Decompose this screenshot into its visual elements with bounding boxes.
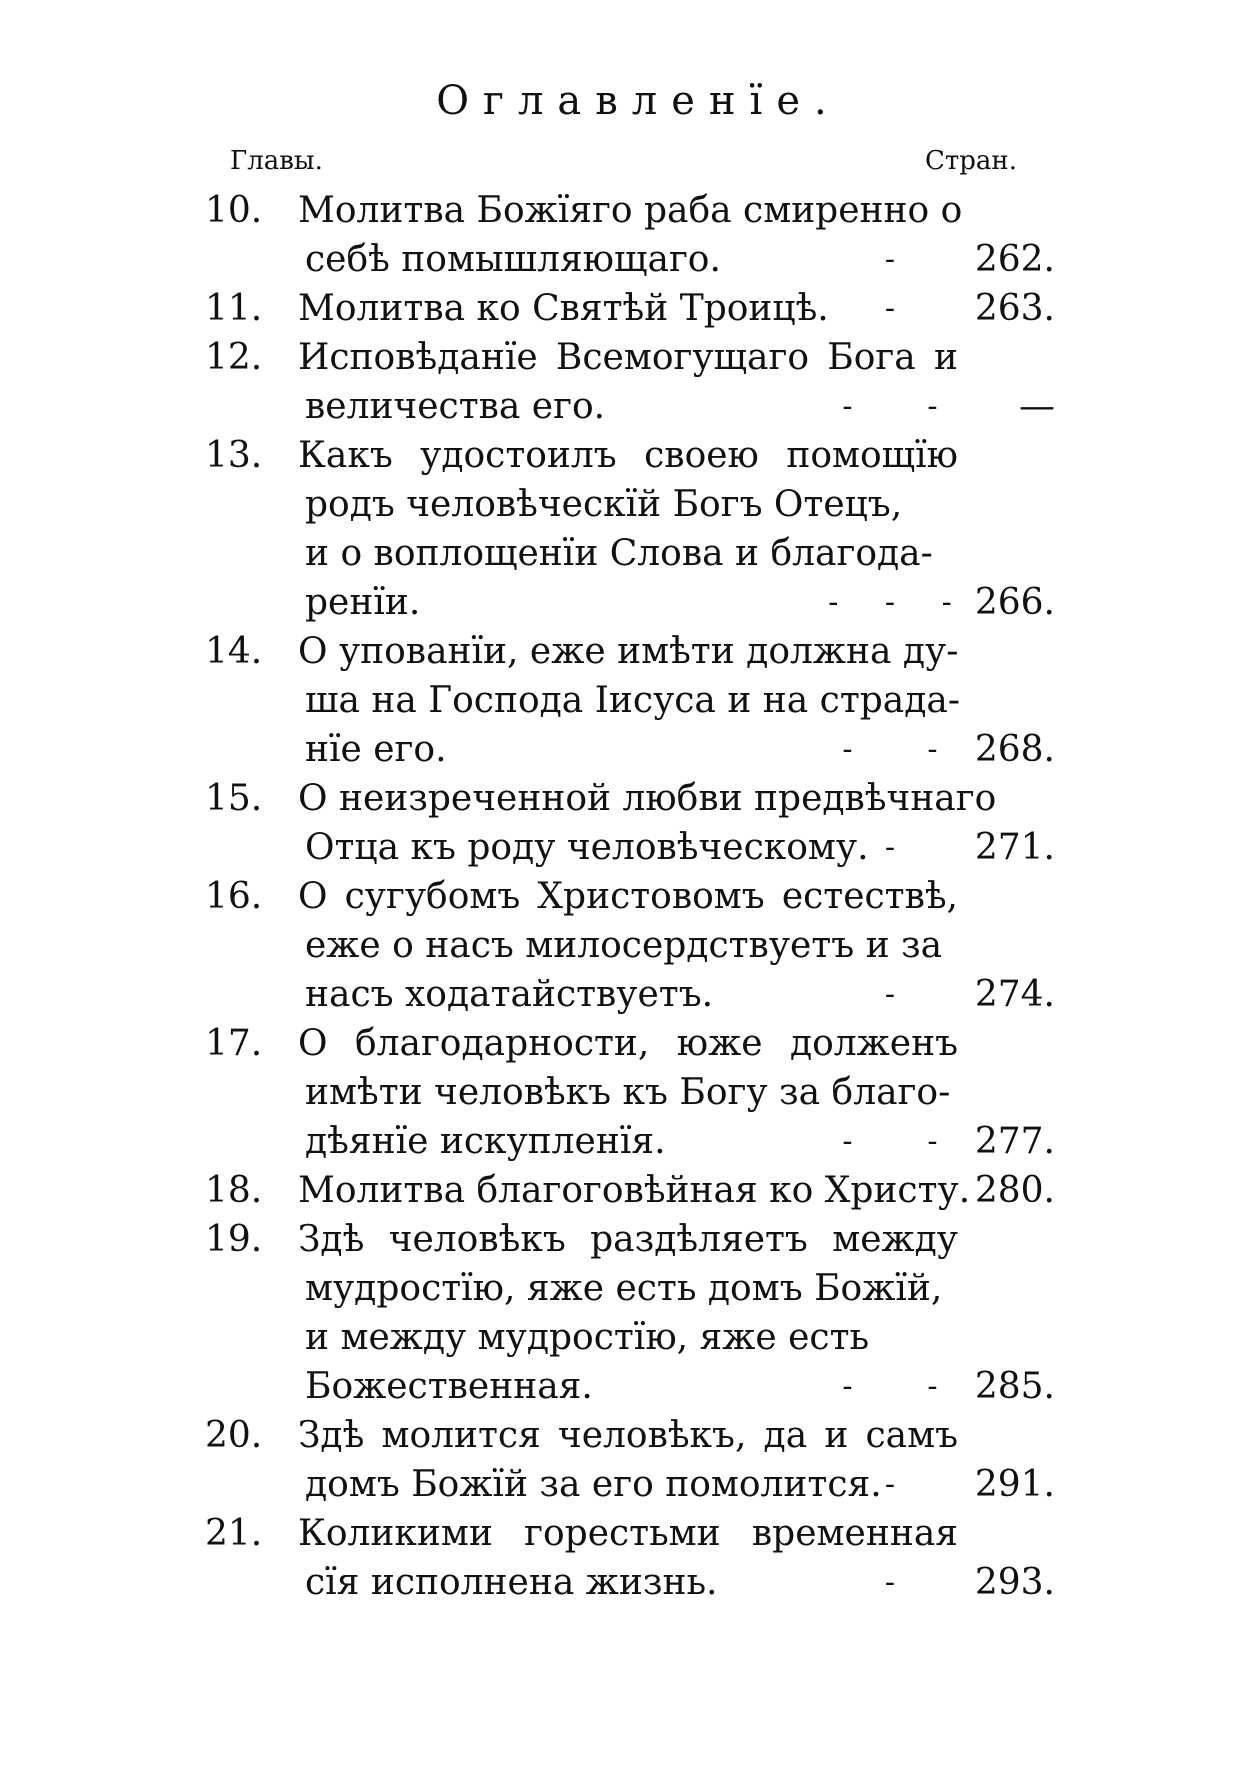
toc-entry-line [205, 431, 1055, 480]
chapter-title-line: Коликими горестьми временная [298, 1513, 958, 1554]
toc-entry[interactable] [205, 1509, 1055, 1607]
toc-entry-line [205, 529, 1055, 578]
toc-entry-line [205, 1509, 1055, 1558]
toc-entry[interactable] [205, 1019, 1055, 1166]
chapter-number: 15. [205, 778, 263, 819]
chapter-title-line: ренïи. [305, 582, 421, 623]
toc-entry-line [205, 1215, 1055, 1264]
chapter-number: 16. [205, 876, 263, 917]
toc-entry-line [205, 774, 1055, 823]
page-number: 266. [974, 582, 1055, 623]
leader-dashes: - - [842, 1369, 938, 1404]
chapter-title-line: дѣянïе искупленïя. [305, 1121, 666, 1162]
page-number: 293. [974, 1562, 1055, 1603]
toc-entry-line [205, 333, 1055, 382]
leader-dashes: - - [842, 389, 938, 424]
page-number: 277. [974, 1121, 1055, 1162]
chapter-title-line: Отца къ роду человѣческому. [305, 827, 869, 868]
leader-dashes: - - [842, 1124, 938, 1159]
table-of-contents [205, 186, 1055, 1607]
leader-dashes: - - [842, 732, 938, 767]
chapter-title-line: Молитва Божïяго раба смиренно о [298, 190, 963, 231]
page-number: 280. [974, 1170, 1055, 1211]
toc-entry-line [205, 186, 1055, 235]
leader-dashes: - [884, 1467, 896, 1502]
chapter-number: 14. [205, 631, 263, 672]
page-number: 274. [974, 974, 1055, 1015]
toc-entry-line [205, 872, 1055, 921]
chapter-title-line: О упованïи, еже имѣти должна ду- [298, 631, 959, 672]
toc-entry-line [205, 627, 1055, 676]
toc-entry-line [205, 1019, 1055, 1068]
chapter-title-line: Здѣ человѣкъ раздѣляетъ между [298, 1219, 958, 1260]
toc-entry-line [205, 676, 1055, 725]
chapter-title-line: домъ Божïй за его помолится. [305, 1464, 882, 1505]
chapter-title-line: ша на Господа Iисуса и на страда- [305, 680, 961, 721]
toc-entry-line [205, 1460, 1055, 1509]
chapter-number: 20. [205, 1415, 263, 1456]
chapter-title-line: Молитва благоговѣйная ко Христу. [298, 1170, 971, 1211]
toc-entry-line [205, 1264, 1055, 1313]
chapter-title-line: еже о насъ милосердствуетъ и за [305, 925, 943, 966]
chapter-title-line: Исповѣданïе Всемогущаго Бога и [298, 337, 958, 378]
toc-entry[interactable] [205, 1215, 1055, 1411]
page-number: 271. [974, 827, 1055, 868]
chapter-title-line: Здѣ молится человѣкъ, да и самъ [298, 1415, 958, 1456]
toc-entry[interactable] [205, 333, 1055, 431]
toc-entry[interactable] [205, 1411, 1055, 1509]
page-number: — [1019, 386, 1055, 427]
toc-entry-line [205, 1068, 1055, 1117]
chapter-title-line: величества его. [305, 386, 606, 427]
chapter-number: 12. [205, 337, 263, 378]
leader-dashes: - - - [828, 585, 952, 620]
toc-entry-line [205, 284, 1055, 333]
chapter-number: 21. [205, 1513, 263, 1554]
page-number: 285. [974, 1366, 1055, 1407]
leader-dashes: - [884, 1565, 896, 1600]
toc-entry-line [205, 921, 1055, 970]
chapter-number: 11. [205, 288, 263, 329]
toc-entry-line [205, 578, 1055, 627]
chapters-column-header: Главы. [230, 146, 323, 176]
chapter-number: 19. [205, 1219, 263, 1260]
page-number: 268. [974, 729, 1055, 770]
toc-entry[interactable] [205, 284, 1055, 333]
chapter-title-line: нïе его. [305, 729, 447, 770]
toc-entry-line [205, 823, 1055, 872]
chapter-title-line: мудростïю, яже есть домъ Божïй, [305, 1268, 943, 1309]
toc-entry[interactable] [205, 186, 1055, 284]
toc-entry-line [205, 1117, 1055, 1166]
chapter-number: 18. [205, 1170, 263, 1211]
chapter-number: 10. [205, 190, 263, 231]
toc-entry-line [205, 1166, 1055, 1215]
toc-entry[interactable] [205, 431, 1055, 627]
pages-column-header: Стран. [925, 146, 1018, 176]
toc-entry-line [205, 725, 1055, 774]
toc-entry[interactable] [205, 774, 1055, 872]
chapter-title-line: сïя исполнена жизнь. [305, 1562, 718, 1603]
leader-dashes: - [884, 830, 896, 865]
page-number: 263. [974, 288, 1055, 329]
chapter-title-line: О неизреченной любви предвѣчнаго [298, 778, 997, 819]
leader-dashes: - [884, 242, 896, 277]
toc-entry-line [205, 1411, 1055, 1460]
toc-entry-line [205, 1313, 1055, 1362]
toc-entry-line [205, 235, 1055, 284]
chapter-title-line: насъ ходатайствуетъ. [305, 974, 714, 1015]
page-title: Оглавленïе. [436, 78, 841, 124]
chapter-title-line: имѣти человѣкъ къ Богу за благо- [305, 1072, 951, 1113]
chapter-title-line: и о воплощенïи Слова и благода- [305, 533, 933, 574]
page-number: 291. [974, 1464, 1055, 1505]
page-number: 262. [974, 239, 1055, 280]
toc-entry-line [205, 1362, 1055, 1411]
toc-entry-line [205, 1558, 1055, 1607]
chapter-number: 17. [205, 1023, 263, 1064]
toc-entry-line [205, 382, 1055, 431]
toc-entry-line [205, 970, 1055, 1019]
chapter-title-line: Молитва ко Святѣй Троицѣ. [298, 288, 829, 329]
chapter-title-line: О благодарности, юже долженъ [298, 1023, 958, 1064]
toc-entry-line [205, 480, 1055, 529]
chapter-number: 13. [205, 435, 263, 476]
toc-entry[interactable] [205, 872, 1055, 1019]
toc-entry[interactable] [205, 627, 1055, 774]
leader-dashes: - [884, 977, 896, 1012]
chapter-title-line: себѣ помышляющаго. [305, 239, 721, 280]
chapter-title-line: Какъ удостоилъ своею помощïю [298, 435, 958, 476]
chapter-title-line: Божественная. [305, 1366, 593, 1407]
toc-entry[interactable] [205, 1166, 1055, 1215]
chapter-title-line: и между мудростïю, яже есть [305, 1317, 870, 1358]
leader-dashes: - [884, 291, 896, 326]
chapter-title-line: О сугубомъ Христовомъ естествѣ, [298, 876, 958, 917]
chapter-title-line: родъ человѣческïй Богъ Отецъ, [305, 484, 903, 525]
